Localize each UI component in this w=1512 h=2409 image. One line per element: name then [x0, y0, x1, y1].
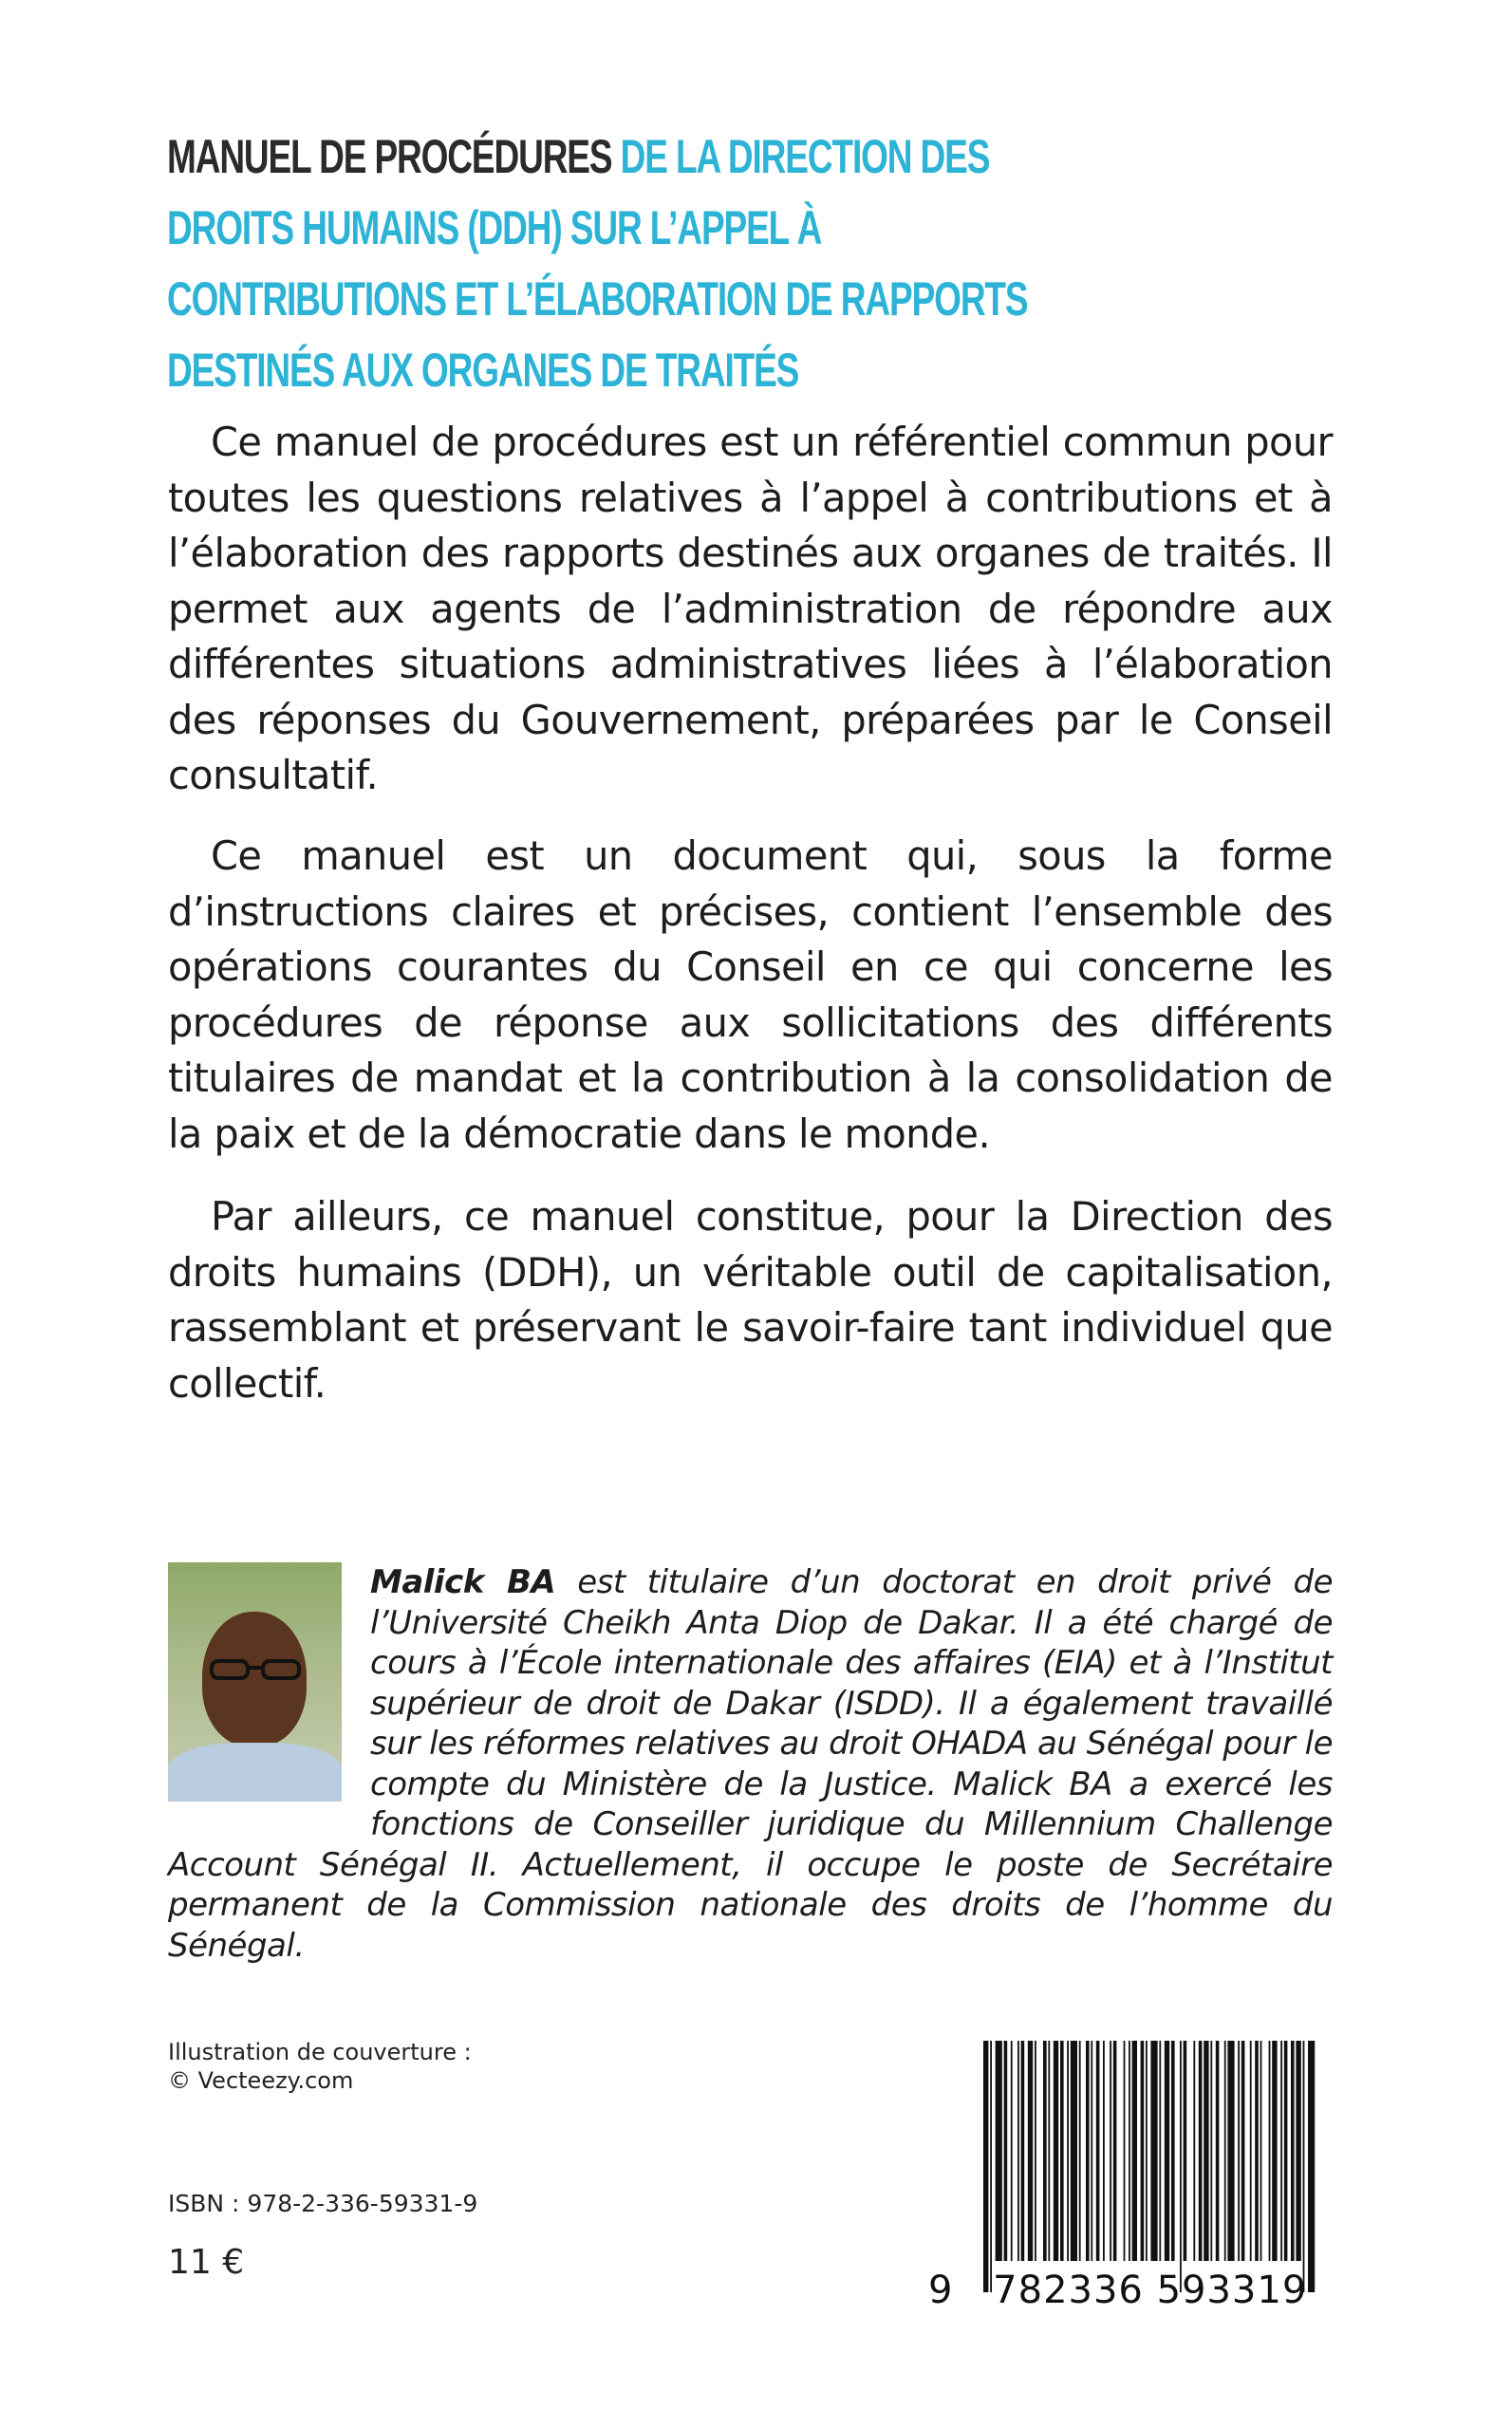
summary-paragraph-1: [168, 415, 1333, 804]
paragraph-text-3: Par ailleurs, ce manuel constitue, pour la Direction des droits humains (DDH), un véritable outil de capitalisation, rassemblant et préservant le savoir-faire tant individuel que collectif.: [168, 1193, 1333, 1407]
author-bio: [168, 1562, 1333, 1966]
isbn-label: ISBN : 978-2-336-59331-9: [168, 2190, 478, 2217]
author-photo: [168, 1562, 342, 1802]
paragraph-text-1: Ce manuel de procédures est un référentiel commun pour toutes les questions relatives à l’appel à contributions et à l’élaboration des rapports destinés aux organes de traités. Il permet aux agents de l’administration de répondre aux différentes situations administratives liées à l’élaboration des réponses du Gouvernement, préparées par le Conseil consultatif.: [168, 419, 1333, 798]
title-part-2: DE LA DIRECTION DES DROITS HUMAINS (DDH) SUR L’APPEL À CONTRIBUTIONS ET L’ÉLABORATION DE RAPPORTS DESTINÉS AUX ORGANES DE TRAITÉS: [167, 130, 1028, 397]
book-title: [167, 121, 1038, 406]
summary-paragraph-2: [168, 829, 1333, 1162]
paragraph-text-2: Ce manuel est un document qui, sous la forme d’instructions claires et précises, contient l’ensemble des opérations courantes du Conseil en ce qui concerne les procédures de réponse aux sollicitations des différents titulaires de mandat et la contribution à la consolidation de la paix et de la démocratie dans le monde.: [168, 832, 1333, 1157]
author-bio-text: est titulaire d’un doctorat en droit privé de l’Université Cheikh Anta Diop de Dakar. Il a été chargé de cours à l’École internationale des affaires (EIA) et à l’Institut supérieur de droit de Dakar (ISDD). Il a également travaillé sur les réformes relatives au droit OHADA au Sénégal pour le compte du Ministère de la Justice. Malick BA a exercé les fonctions de Conseiller juridique du Millennium Challenge Account Sénégal II. Actuellement, il occupe le poste de Secrétaire permanent de la Commission nationale des droits de l’homme du Sénégal.: [168, 1563, 1333, 1965]
credit-line-1: Illustration de couverture :: [168, 2039, 472, 2065]
barcode-digits-rest: 782336 593319: [993, 2269, 1308, 2312]
barcode-digits: [928, 2269, 1327, 2312]
price-label: 11 €: [168, 2243, 245, 2282]
author-name: Malick BA: [370, 1563, 556, 1601]
credit-line-2: © Vecteezy.com: [168, 2067, 354, 2094]
barcode-digit-first: 9: [928, 2269, 954, 2312]
cover-credit: [168, 2038, 472, 2095]
summary-paragraph-3: [168, 1189, 1333, 1411]
title-part-1: MANUEL DE PROCÉDURES: [167, 130, 612, 183]
barcode: [978, 2041, 1319, 2306]
